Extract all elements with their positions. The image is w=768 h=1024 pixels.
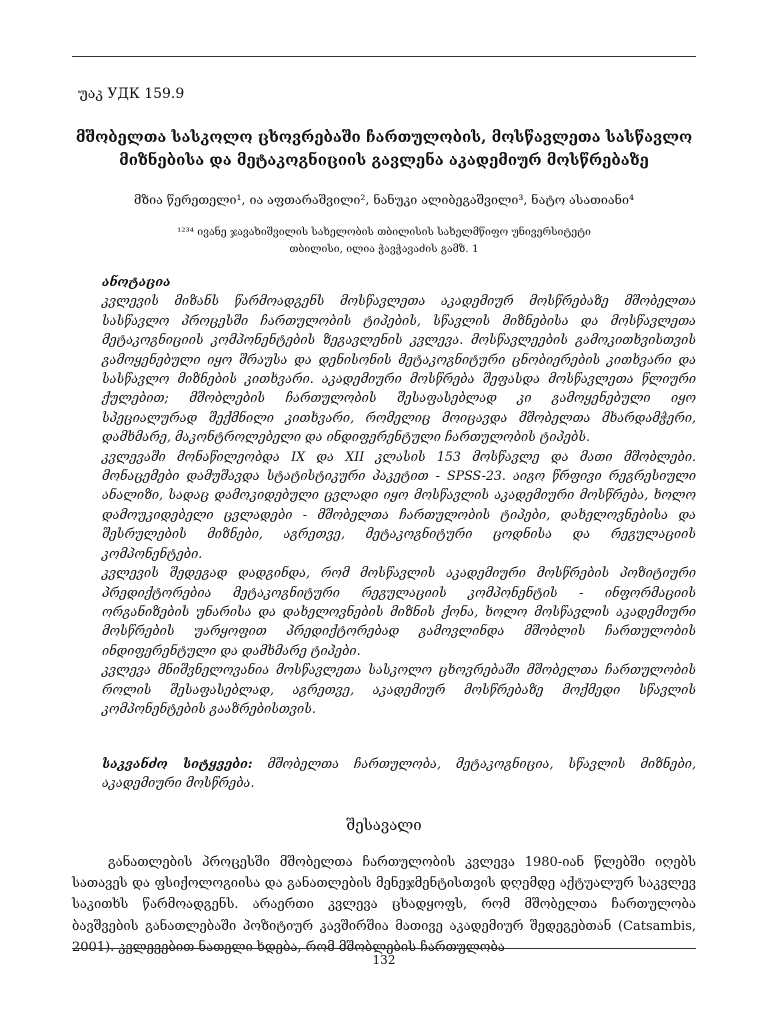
document-page xyxy=(72,0,696,1024)
abstract-paragraph-results: კვლევის შედეგად დადგინდა, რომ მოსწავლის აკადემიური მოსწრების პოზიტიური პრედიქტორებია მეტაკოგნიტური რეგულაციის კომპონენტის - ინფორმაციის ორგანიზების უნარისა და დახელოვნების მიზნის ქონა, ხოლო მოსწავლის აკადემიური მოსწრების უარყოფით პრედიქტორებად გამოვლინდა მშობლის ჩართულობის ინდიფერენტული და დამხმარე ტიპები. xyxy=(102,565,696,658)
udk-code: უაკ УДК 159.9 xyxy=(78,86,185,102)
abstract xyxy=(102,272,696,718)
keywords-label: საკვანძო სიტყვები: xyxy=(102,756,253,771)
author-list: მზია წერეთელი¹, ია აფთარაშვილი², ნანუკი ალიბეგაშვილი³, ნატო ასათიანი⁴ xyxy=(134,192,634,207)
affiliation-line: ¹²³⁴ ივანე ჯავახიშვილის სახელობის თბილისის სახელმწიფო უნივერსიტეტი xyxy=(177,226,591,238)
abstract-paragraph-significance: კვლევა მნიშვნელოვანია მოსწავლეთა სასკოლო ცხოვრებაში მშობელთა ჩართულობის როლის შესაფასებლად, აგრეთვე, აკადემიურ მოსწრებაზე მოქმედი სწავლის კომპონენტების გააზრებისთვის. xyxy=(102,662,696,716)
top-rule xyxy=(72,56,696,57)
abstract-heading: ანოტაცია xyxy=(102,274,171,289)
footer-rule xyxy=(72,948,696,949)
section-heading-introduction: შესავალი xyxy=(346,816,422,834)
abstract-paragraph-method: კვლევაში მონაწილეობდა IX და XII კლასის 153 მოსწავლე და მათი მშობლები. მონაცემები დამუშავდა სტატისტიკური პაკეტით - SPSS-23. აიგო წრფივი რეგრესიული ანალიზი, სადაც დამოკიდებული ცვლადი იყო მოსწავლის აკადემიური მოსწრება, ხოლო დამოუკიდებელი ცვლადები - მშობელთა ჩართულობის ტიპები, დახელოვნებისა და შესრულების მიზნები, აგრეთვე, მეტაკოგნიტური ცოდნისა და რეგულაციის კომპონენტები. xyxy=(102,448,696,561)
article-title: მშობელთა სასკოლო ცხოვრებაში ჩართულობის, მოსწავლეთა სასწავლო მიზნებისა და მეტაკოგნიციის გავლენა აკადემიურ მოსწრებაზე xyxy=(75,128,693,169)
introduction-paragraph: განათლების პროცესში მშობელთა ჩართულობის კვლევა 1980-იან წლებში იღებს სათავეს და ფსიქოლოგიისა და განათლების მენეჯმენტისთვის დღემდე აქტუალურ საკვლევ საკითხს წარმოადგენს. არაერთი კვლევა ცხადყოფს, რომ მშობელთა ჩართულობა ბავშვების განათლებაში პოზიტიურ კავშირშია მათივე აკადემიურ შედეგებთან (Catsambis, 2001). კვლევებით ნათელი ხდება, რომ მშობლების ჩართულობა xyxy=(72,855,696,955)
keywords xyxy=(102,754,696,793)
abstract-paragraph-aim: კვლევის მიზანს წარმოადგენს მოსწავლეთა აკადემიურ მოსწრებაზე მშობელთა სასწავლო პროცესში ჩართულობის ტიპების, სწავლის მიზნებისა და მოსწავლეთა მეტაკოგნიციის კომპონენტების ზეგავლენის კვლევა. მოსწავლეების გამოკითხვისთვის გამოყენებული იყო შრაუსა და დენისონის მეტაკოგნიტური ცნობიერების კითხვარი და სასწავლო მიზნების კითხვარი. აკადემიური მოსწრება შეფასდა მოსწავლეთა წლიური ქულებით; მშობლების ჩართულობის შესაფასებლად კი გამოყენებული იყო სპეციალურად შექმნილი კითხვარი, რომელიც მოიცავდა მშობელთა მხარდამჭერი, დამხმარე, მაკონტროლებელი და ინდიფერენტული ჩართულობის ტიპებს. xyxy=(102,293,696,445)
keywords-text: მშობელთა ჩართულობა, მეტაკოგნიცია, სწავლის მიზნები, აკადემიური მოსწრება. xyxy=(102,756,696,791)
page-number: 132 xyxy=(372,953,396,967)
affiliation-address: თბილისი, ილია ჭავჭავაძის გამზ. 1 xyxy=(289,243,479,255)
affiliation xyxy=(72,224,696,258)
